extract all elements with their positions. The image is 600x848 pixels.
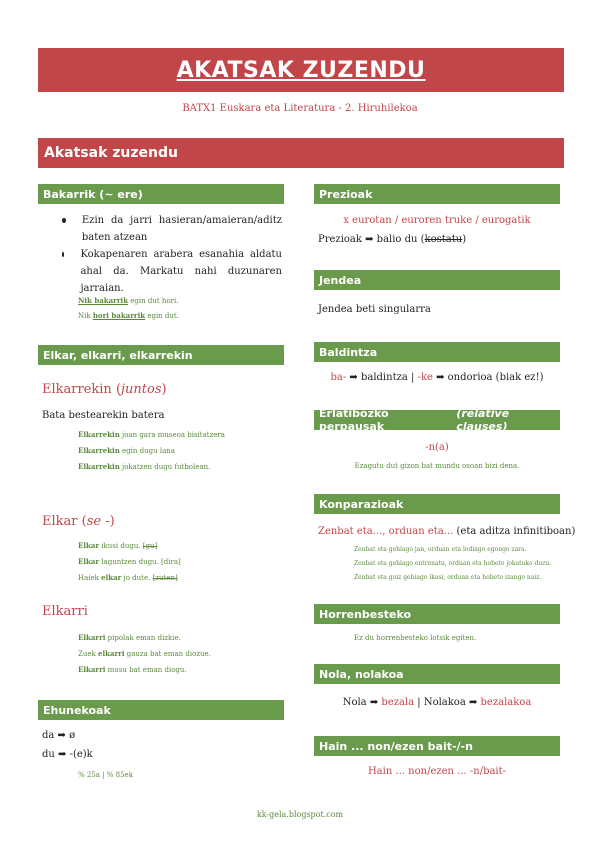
ehunekoak-header: Ehunekoak (38, 700, 284, 720)
example-line: Zenbat eta gehiago jan, orduan eta lodiago egongo zara. (354, 546, 527, 553)
bakarrik-header: Bakarrik (~ ere) (38, 184, 284, 204)
title-banner (38, 48, 564, 92)
prezioak-rule: x eurotan / euroren truke / eurogatik (343, 215, 531, 226)
elkar-subheading: Elkar (se -) (42, 514, 115, 529)
baldintza-header: Baldintza (314, 342, 560, 362)
erlatibozko-example: Ezagutu dut gizon bat mundu osoan bizi dena. (354, 462, 520, 470)
bakarrik-bullets (62, 212, 282, 297)
example-line: Elkarrekin egin dugu lana (78, 446, 175, 455)
example-line: Elkar laguntzen dugu. [dira] (78, 557, 181, 566)
example-line: Zuek elkarri gauza bat eman diozue. (78, 649, 211, 658)
nola-header: Nola, nolakoa (314, 664, 560, 684)
elkarri-subheading: Elkarri (42, 604, 88, 619)
horrenbesteko-header: Horrenbesteko (314, 604, 560, 624)
horrenbesteko-example: Ez du horrenbesteko lotsik egiten. (354, 634, 477, 642)
nola-text: Nola ➡ bezala | Nolakoa ➡ bezalakoa (342, 697, 532, 708)
hain-header: Hain ... non/ezen bait-/-n (314, 736, 560, 756)
example-line: Elkarri pipolak eman dizkie. (78, 633, 181, 642)
elkar-examples (78, 541, 181, 583)
elkarri-examples (78, 633, 211, 675)
example-line: Zenbat eta gehiago entrenatu, orduan eta hobeto jokatuko duzu. (354, 560, 552, 567)
footer-url: kk-gela.blogspot.com (256, 810, 344, 819)
example-line: Elkarrekin joan gara museoa bisitatzera (78, 430, 225, 439)
bullet-item: Kokapenaren arabera esanahia aldatu ahal da. Markatu nahi duzunaren jarraian. (62, 246, 282, 297)
erlatibozko-rule: -n(a) (425, 442, 449, 453)
elkarrekin-subheading: Elkarrekin (juntos) (42, 382, 167, 397)
bakarrik-example-2: Nik hori bakarrik egin dut. (78, 311, 179, 320)
bullet-icon (62, 218, 66, 223)
prezioak-header: Prezioak (314, 184, 560, 204)
example-line: Elkarri musu bat eman diogu. (78, 665, 187, 674)
example-line: Elkarrekin jokatzen dugu futbolean. (78, 462, 211, 471)
example-line: Elkar ikusi dugu. [gu] (78, 541, 158, 550)
konparazioak-examples (354, 546, 551, 582)
bullet-icon (62, 252, 64, 257)
elkarrekin-description: Bata bestearekin batera (42, 410, 165, 421)
page-title: AKATSAK ZUZENDU (176, 57, 426, 83)
erlatibozko-header: Erlatibozko perpausak (relative clauses) (314, 410, 560, 430)
elkar-header: Elkar, elkarri, elkarrekin (38, 345, 284, 365)
ehunekoak-line-2: du ➡ -(e)k (42, 749, 93, 760)
example-line: Zenbat eta goiz gehiago ikasi, orduan eta hobeto izango naiz. (354, 574, 542, 581)
hain-rule: Hain ... non/ezen ... -n/bait- (367, 766, 507, 777)
ehunekoak-line-1: da ➡ ø (42, 730, 76, 741)
bullet-item: Ezin da jarri hasieran/amaieran/aditz baten atzean (62, 212, 282, 246)
section-title: Akatsak zuzendu (38, 138, 564, 168)
baldintza-text: ba- ➡ baldintza | -ke ➡ ondorioa (biak ez!) (330, 372, 544, 383)
bakarrik-example-1: Nik bakarrik egin dut hori. (78, 296, 179, 305)
konparazioak-header: Konparazioak (314, 494, 560, 514)
jendea-header: Jendea (314, 270, 560, 290)
jendea-text: Jendea beti singularra (318, 304, 431, 315)
example-line: Haiek elkar jo dute. [zuten] (78, 573, 178, 582)
prezioak-line: Prezioak ➡ balio du (kostatu) (318, 234, 467, 245)
subtitle: BATX1 Euskara eta Literatura - 2. Hiruhilekoa (182, 103, 418, 114)
ehunekoak-example: % 25a | % 85ek (78, 771, 133, 779)
konparazioak-rule: Zenbat eta..., orduan eta... (eta aditza infinitiboan) (318, 526, 576, 537)
elkarrekin-examples-list (78, 430, 278, 472)
